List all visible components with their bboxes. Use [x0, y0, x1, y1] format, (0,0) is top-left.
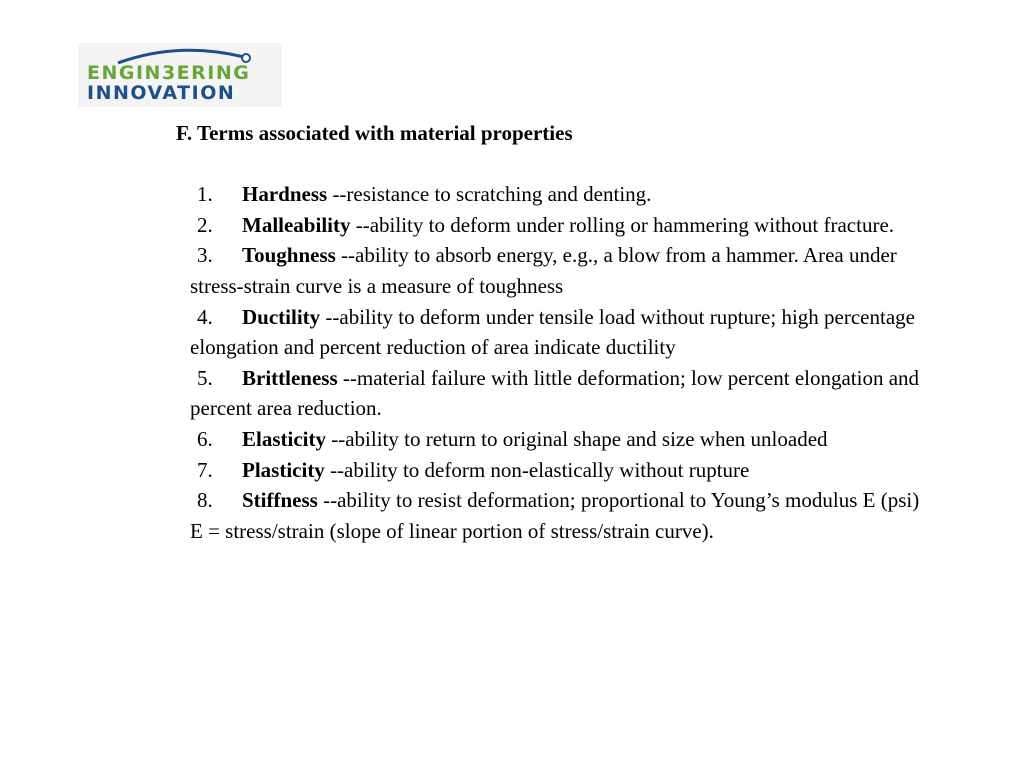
item-term: Ductility: [242, 304, 321, 329]
item-number: 6.: [197, 426, 213, 451]
list-item: [190, 424, 935, 455]
item-description: --ability to deform under rolling or hammering without fracture.: [350, 212, 895, 237]
logo-text-engineering: ENGIN3ERING: [87, 62, 251, 84]
section-heading: F. Terms associated with material properties: [176, 121, 573, 145]
logo-text-innovation: INNOVATION: [87, 82, 236, 104]
item-description: --ability to deform under tensile load without rupture; high percentage elongation and percent reduction of area indicate ductility: [190, 304, 915, 360]
item-number: 4.: [197, 304, 213, 329]
item-number: 1.: [197, 182, 213, 207]
terms-content: [176, 118, 935, 546]
item-description: --resistance to scratching and denting.: [327, 182, 652, 207]
item-number: 5.: [197, 365, 213, 390]
item-term: Elasticity: [242, 426, 326, 451]
item-description: --ability to deform non-elastically without rupture: [324, 457, 750, 482]
spacer: [190, 149, 935, 180]
item-number: 8.: [197, 488, 213, 513]
item-description: --ability to absorb energy, e.g., a blow from a hammer. Area under stress-strain curve is a measure of toughness: [190, 243, 897, 298]
item-term: Malleability: [242, 212, 351, 237]
item-term: Stiffness: [242, 488, 318, 513]
item-term: Plasticity: [242, 457, 325, 482]
list-item: [190, 363, 935, 424]
item-term: Brittleness: [242, 365, 338, 390]
list-item: [190, 210, 935, 241]
list-item: [190, 240, 935, 301]
list-item: [190, 455, 935, 486]
list-item: [190, 302, 935, 363]
item-number: 3.: [197, 243, 213, 268]
engineering-innovation-logo: [78, 43, 282, 107]
list-item: [190, 485, 935, 546]
item-number: 2.: [197, 212, 213, 237]
item-term: Hardness: [242, 182, 328, 207]
list-item: [190, 179, 935, 210]
item-term: Toughness: [242, 243, 336, 268]
item-description: --ability to return to original shape and size when unloaded: [326, 426, 828, 451]
item-description: --ability to resist deformation; proportional to Young’s modulus E (psi) E = stress/strain (slope of linear portion of stress/strain curve).: [190, 488, 920, 543]
item-number: 7.: [197, 457, 213, 482]
item-description: --material failure with little deformation; low percent elongation and percent area reduction.: [190, 365, 920, 421]
